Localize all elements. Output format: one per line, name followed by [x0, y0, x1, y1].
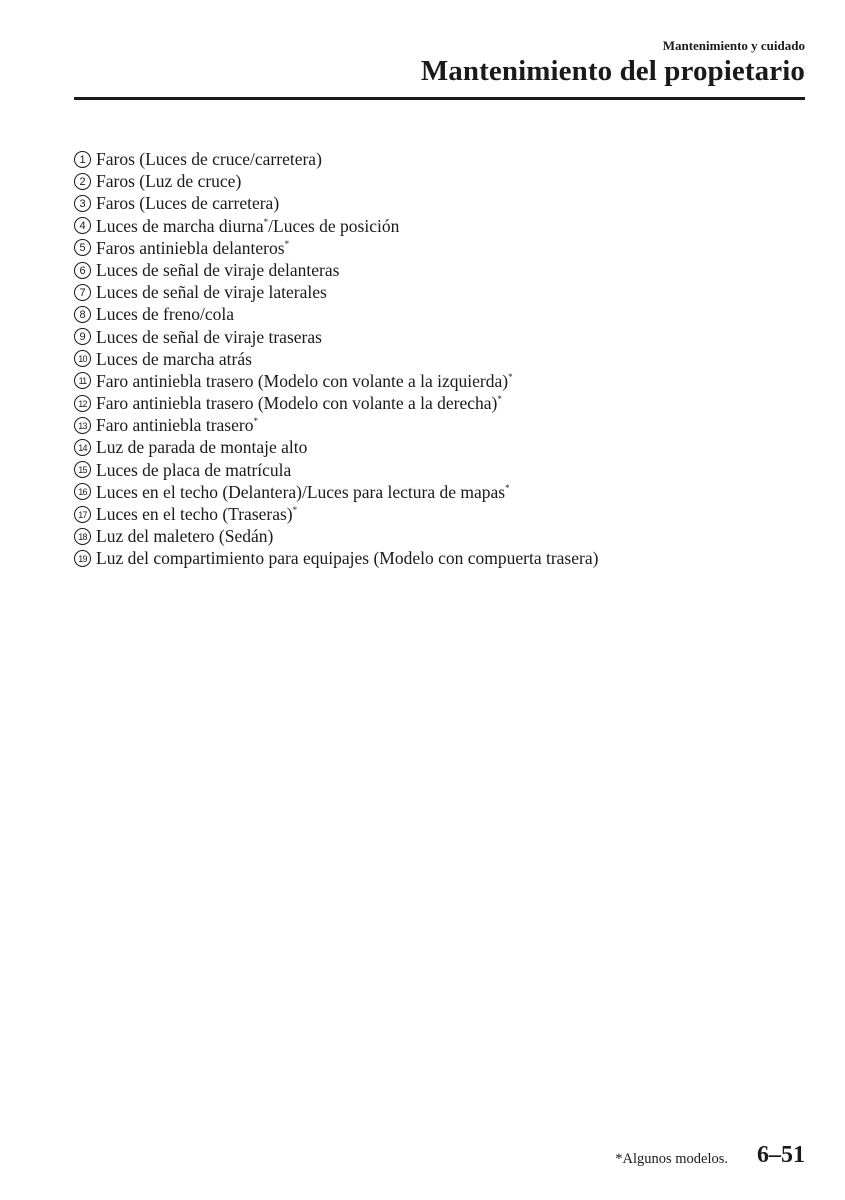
- list-item: [74, 436, 598, 458]
- list-item: [74, 170, 598, 192]
- circled-number: 7: [74, 284, 91, 301]
- circled-number: 2: [74, 173, 91, 190]
- circled-number: 5: [74, 239, 91, 256]
- asterisk-mark: *: [284, 238, 290, 249]
- item-label: Luces en el techo (Delantera)/Luces para lectura de mapas: [96, 481, 506, 502]
- item-label: Luces en el techo (Traseras): [96, 504, 293, 524]
- circled-number: 3: [74, 195, 91, 212]
- item-text: [96, 237, 289, 259]
- item-text: [96, 370, 513, 392]
- list-item: [74, 326, 598, 348]
- list-item: [74, 237, 598, 259]
- circled-number: 1: [74, 151, 91, 168]
- circled-number: 9: [74, 328, 91, 345]
- item-text: [96, 392, 502, 414]
- circled-number: 8: [74, 306, 91, 323]
- item-text: [96, 192, 279, 214]
- asterisk-mark: *: [497, 394, 502, 405]
- list-item: [74, 370, 598, 392]
- circled-number: 15: [74, 461, 91, 478]
- bulb-location-list: [74, 148, 598, 570]
- item-label: Luces de marcha atrás: [96, 348, 252, 369]
- list-item: [74, 547, 598, 569]
- page-title: Mantenimiento del propietario: [420, 55, 805, 87]
- asterisk-mark: *: [508, 371, 513, 382]
- item-label: Luces de señal de viraje traseras: [96, 326, 322, 347]
- circled-number: 11: [74, 372, 91, 389]
- circled-number: 6: [74, 262, 91, 279]
- item-text: [96, 459, 291, 481]
- item-label: Luces de placa de matrícula: [96, 459, 292, 480]
- item-text: [96, 281, 327, 303]
- circled-number: 4: [74, 217, 91, 234]
- circled-number: 18: [74, 528, 91, 545]
- circled-number: 14: [74, 439, 91, 456]
- item-text: [96, 481, 510, 503]
- list-item: [74, 303, 598, 325]
- list-item: [74, 259, 598, 281]
- circled-number: 12: [74, 395, 91, 412]
- item-label: Luces de señal de viraje delanteras: [96, 259, 340, 280]
- item-text: [96, 215, 399, 237]
- circled-number: 17: [74, 506, 91, 523]
- asterisk-mark: *: [292, 505, 298, 515]
- item-label: Luces de señal de viraje laterales: [96, 282, 327, 303]
- list-item: [74, 414, 598, 436]
- item-label: Luz del compartimiento para equipajes (Modelo con compuerta trasera): [96, 548, 599, 569]
- item-label: Faros (Luces de carretera): [96, 193, 280, 214]
- list-item: [74, 148, 598, 170]
- list-item: [74, 525, 598, 547]
- item-label: Luz de parada de montaje alto: [96, 437, 308, 458]
- asterisk-mark: *: [253, 416, 258, 427]
- page-number: 6–51: [757, 1142, 805, 1168]
- item-label: Luces de marcha diurna: [96, 215, 264, 236]
- circled-number: 16: [74, 483, 91, 500]
- item-text: [96, 525, 273, 547]
- item-label: Faros (Luces de cruce/carretera): [96, 149, 322, 169]
- item-label: Faros (Luz de cruce): [96, 171, 242, 192]
- item-label: Faro antiniebla trasero (Modelo con volante a la izquierda): [96, 370, 509, 391]
- list-item: [74, 281, 598, 303]
- list-item: [74, 392, 598, 414]
- item-text: [96, 170, 241, 192]
- asterisk-mark: *: [263, 216, 269, 227]
- item-label: Luz del maletero (Sedán): [96, 526, 274, 547]
- item-text: [96, 148, 322, 170]
- list-item: [74, 481, 598, 503]
- list-item: [74, 192, 598, 214]
- asterisk-mark: *: [505, 482, 510, 493]
- circled-number: 13: [74, 417, 91, 434]
- item-label: Faro antiniebla trasero: [96, 415, 254, 436]
- list-item: [74, 459, 598, 481]
- item-label-continued: /Luces de posición: [268, 215, 400, 236]
- item-text: [96, 414, 258, 436]
- circled-number: 19: [74, 550, 91, 567]
- item-text: [96, 547, 598, 569]
- item-label: Luces de freno/cola: [96, 304, 234, 325]
- list-item: [74, 348, 598, 370]
- item-text: [96, 259, 339, 281]
- circled-number: 10: [74, 350, 91, 367]
- header-rule: [74, 97, 805, 100]
- item-label: Faro antiniebla trasero (Modelo con volante a la derecha): [96, 393, 498, 414]
- footnote: *Algunos modelos.: [615, 1151, 728, 1167]
- item-text: [96, 303, 234, 325]
- item-label: Faros antiniebla delanteros: [96, 237, 285, 258]
- item-text: [96, 348, 252, 370]
- list-item: [74, 215, 598, 237]
- item-text: [96, 436, 307, 458]
- section-label: Mantenimiento y cuidado: [662, 38, 805, 53]
- list-item: [74, 503, 598, 525]
- item-text: [96, 326, 322, 348]
- item-text: [96, 503, 297, 525]
